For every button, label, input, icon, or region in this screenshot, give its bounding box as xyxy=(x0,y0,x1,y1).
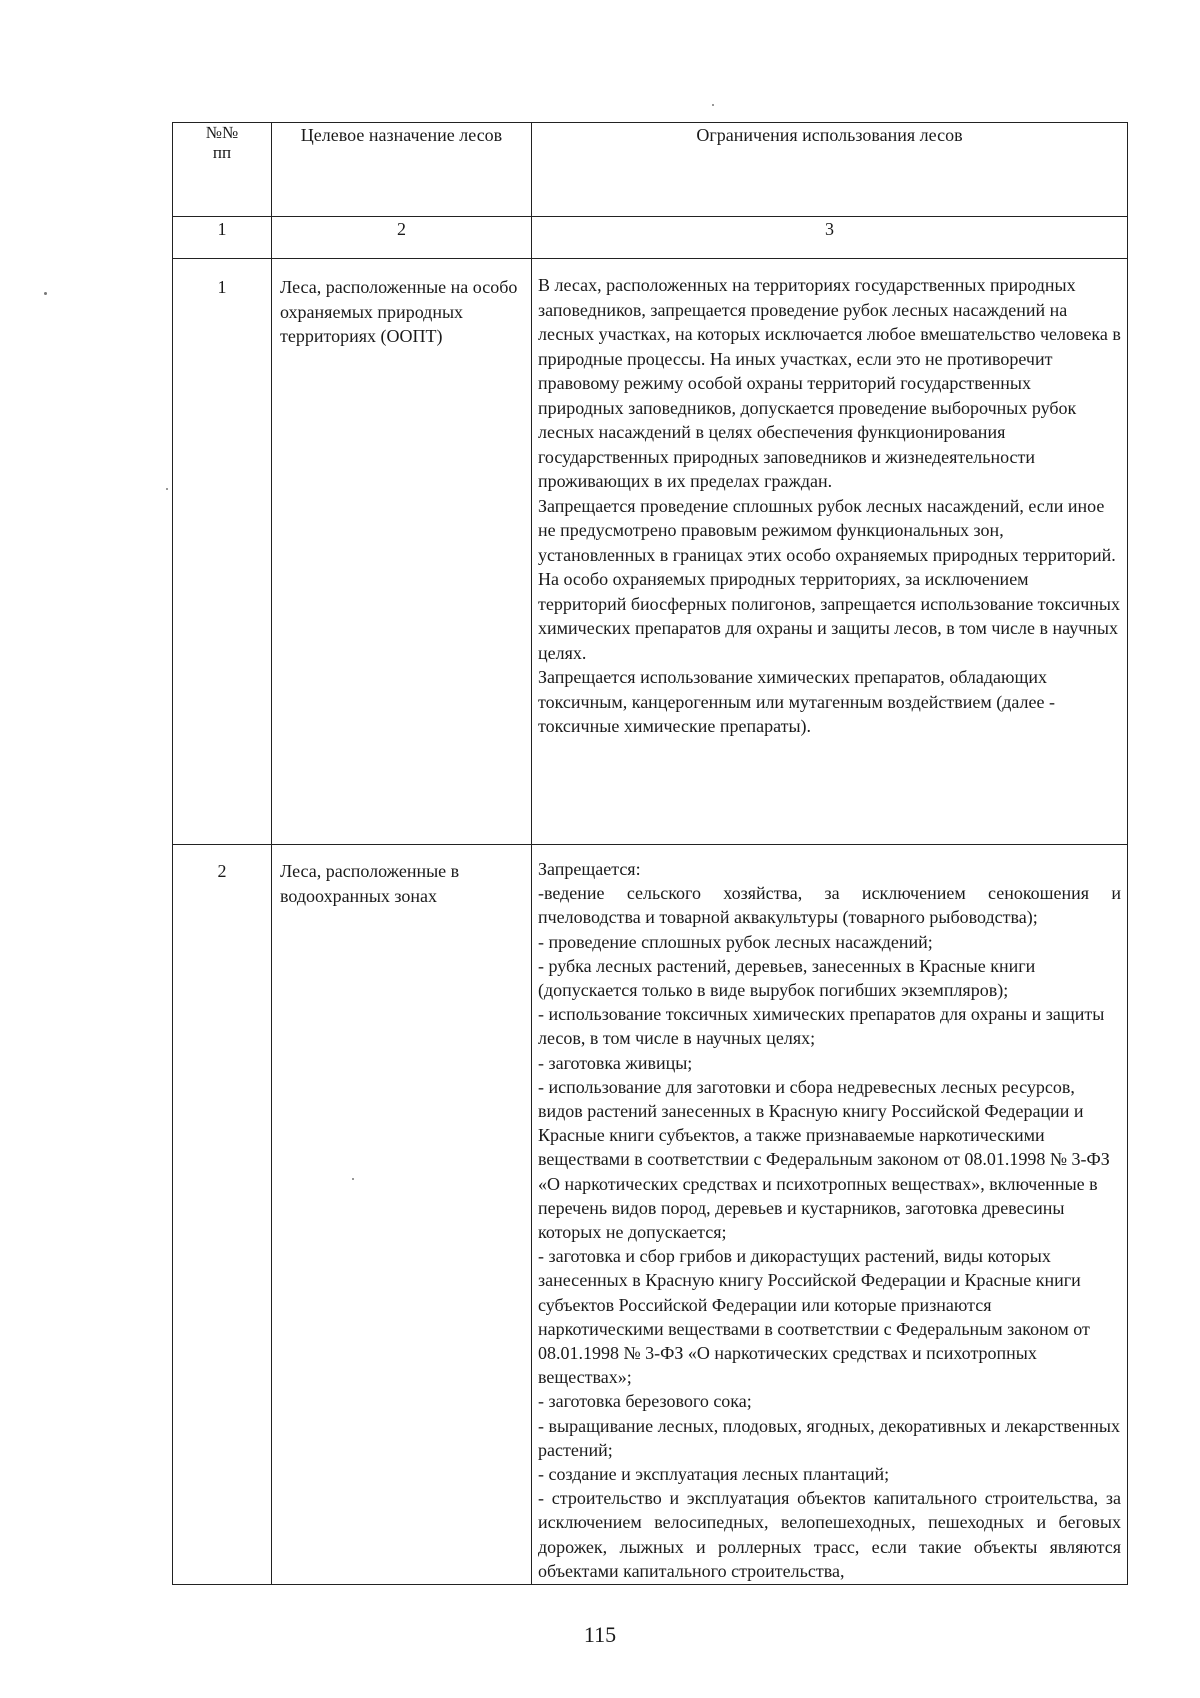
restriction-paragraph: В лесах, расположенных на территориях государственных природных заповедников, запрещается проведение рубок лесных насаждений на лесных участках, на которых исключается любое вмешательство человека в природные процессы. На иных участках, если это не противоречит правовому режиму особой охраны территорий государственных природных заповедников, допускается проведение выборочных рубок лесных насаждений в целях обеспечения функционирования государственных природных заповедников и жизнедеятельности проживающих в их пределах граждан. xyxy=(538,275,1121,491)
column-number: 1 xyxy=(173,217,272,259)
row-number: 1 xyxy=(173,259,272,845)
table-row xyxy=(173,845,1128,1585)
header-restrictions: Ограничения использования лесов xyxy=(532,123,1128,217)
scan-speck xyxy=(712,104,714,106)
row-purpose: Леса, расположенные в водоохранных зонах xyxy=(272,845,532,1585)
row-purpose: Леса, расположенные на особо охраняемых природных территориях (ООПТ) xyxy=(272,259,532,845)
table-row xyxy=(173,259,1128,845)
column-number-row xyxy=(173,217,1128,259)
scan-speck xyxy=(44,292,47,295)
restriction-item: - рубка лесных растений, деревьев, занесенных в Красные книги (допускается только в виде вырубок погибших экземпляров); xyxy=(538,955,1036,1001)
forest-restrictions-table xyxy=(172,122,1128,1585)
restriction-item: Запрещается: xyxy=(538,859,641,879)
restriction-item: - использование для заготовки и сбора недревесных лесных ресурсов, видов растений занесенных в Красную книгу Российской Федерации и Красные книги субъектов, а также признаваемые наркотическими веществами в соответствии с Федеральным законом от 08.01.1998 № 3-ФЗ «О наркотических средствах и психотропных веществах», включенные в перечень видов пород, деревьев и кустарников, заготовка древесины которых не допускается; xyxy=(538,1076,1110,1243)
row-number: 2 xyxy=(173,845,272,1585)
restriction-item: - выращивание лесных, плодовых, ягодных, декоративных и лекарственных растений; xyxy=(538,1415,1121,1460)
restriction-item: - создание и эксплуатация лесных плантаций; xyxy=(538,1464,890,1485)
scan-speck xyxy=(166,488,168,490)
restriction-item: - заготовка живицы; xyxy=(538,1052,693,1073)
row-restrictions xyxy=(532,845,1128,1585)
restriction-item: - проведение сплошных рубок лесных насаждений; xyxy=(538,931,933,952)
column-number: 3 xyxy=(532,217,1128,259)
restriction-paragraph: Запрещается проведение сплошных рубок лесных насаждений, если иное не предусмотрено правовым режимом функциональных зон, установленных в границах этих особо охраняемых природных территорий. xyxy=(538,495,1116,565)
row-restrictions xyxy=(532,259,1128,845)
restriction-item: -ведение сельского хозяйства, за исключением сенокошения и пчеловодства и товарной аквакультуры (товарного рыбоводства); xyxy=(538,883,1121,928)
restriction-paragraph: Запрещается использование химических препаратов, обладающих токсичным, канцерогенным или мутагенным воздействием (далее - токсичные химические препараты). xyxy=(538,667,1055,736)
header-purpose: Целевое назначение лесов xyxy=(272,123,532,217)
restriction-paragraph: На особо охраняемых природных территориях, за исключением территорий биосферных полигонов, запрещается использование токсичных химических препаратов для охраны и защиты лесов, в том числе в научных целях. xyxy=(538,569,1121,663)
restriction-item: - заготовка и сбор грибов и дикорастущих растений, виды которых занесенных в Красную книгу Российской Федерации и Красные книги субъектов Российской Федерации или которые признаются наркотическими веществами в соответствии с Федеральным законом от 08.01.1998 № 3-ФЗ «О наркотических средствах и психотропных веществах»; xyxy=(538,1246,1090,1388)
restriction-item: - заготовка березового сока; xyxy=(538,1391,752,1412)
restriction-item: - использование токсичных химических препаратов для охраны и защиты лесов, в том числе в научных целях; xyxy=(538,1004,1105,1049)
header-number: №№ пп xyxy=(173,123,272,217)
table-header-row xyxy=(173,123,1128,217)
restriction-item: - строительство и эксплуатация объектов капитального строительства, за исключением велосипедных, велопешеходных, пешеходных и беговых дорожек, лыжных и роллерных трасс, если такие объекты являются объектами капитального строительства, xyxy=(538,1488,1121,1581)
page-number: 115 xyxy=(583,1622,617,1647)
column-number: 2 xyxy=(272,217,532,259)
